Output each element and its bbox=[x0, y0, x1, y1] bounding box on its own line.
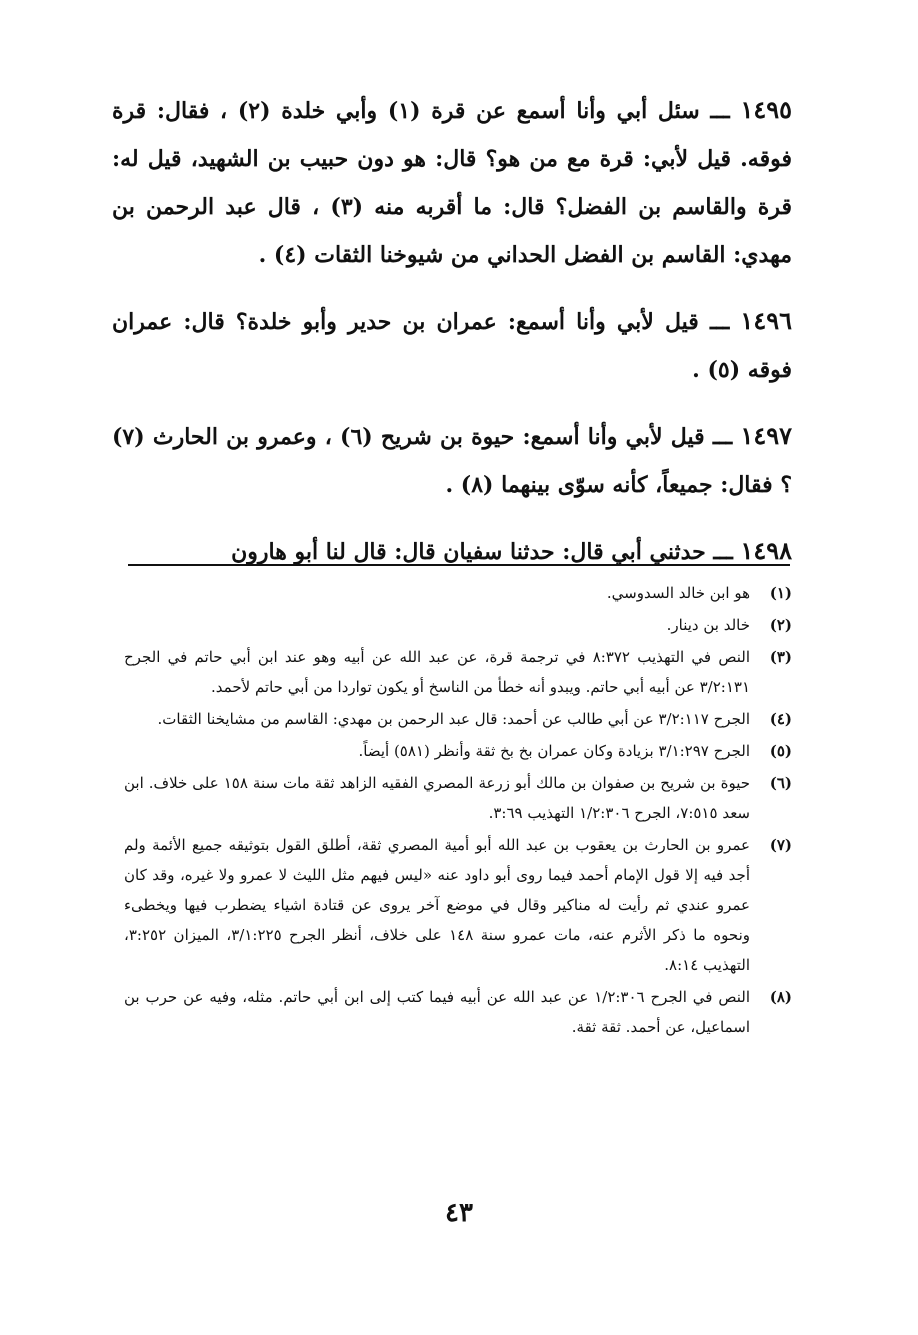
footnote-text: عمرو بن الحارث بن يعقوب بن عبد الله أبو أمية المصري ثقة، أطلق القول بتوثيقه جميع الأئمة ولم أجد فيه إلا قول الإمام أحمد فيما روى أبو داود عنه «ليس فيهم مثل الليث لا عمرو ولا غيره، وقد كان عمرو عندي ثم رأيت له مناكير وقال في موضع آخر يروى عن قتادة اشياء يضطرب فيها ويخطىء ونحوه ما ذكر الأثرم عنه، مات عمرو سنة ١٤٨ على خلاف، أنظر الجرح ٣/١:٢٢٥، الميزان ٣:٢٥٢، التهذيب ٨:١٤. bbox=[124, 836, 750, 974]
footnote bbox=[124, 768, 792, 828]
paragraph-number: ١٤٩٨ bbox=[740, 536, 792, 565]
footnote-text: النص في الجرح ١/٢:٣٠٦ عن عبد الله عن أبيه فيما كتب إلى ابن أبي حاتم. مثله، وفيه عن حرب بن اسماعيل، عن أحمد. ثقة ثقة. bbox=[124, 988, 751, 1036]
page-number: ٤٣ bbox=[445, 1198, 473, 1228]
paragraph-number: ١٤٩٧ bbox=[740, 421, 793, 450]
footnote-label: (٣) bbox=[769, 648, 792, 666]
paragraph-dash: ـــ bbox=[709, 309, 730, 335]
paragraph-number: ١٤٩٦ bbox=[740, 306, 792, 335]
paragraph-1498 bbox=[112, 527, 792, 576]
footnote-label: (٢) bbox=[769, 616, 792, 634]
paragraph-1496 bbox=[112, 297, 792, 394]
footnote-label: (٥) bbox=[769, 742, 792, 760]
footnote bbox=[124, 610, 792, 640]
paragraph-text: قيل لأبي وأنا أسمع: عمران بن حدير وأبو خلدة؟ قال: عمران فوقه (٥) . bbox=[112, 309, 792, 383]
footnote bbox=[124, 578, 792, 608]
paragraph-text: حدثني أبي قال: حدثنا سفيان قال: قال لنا أبو هارون bbox=[231, 539, 706, 565]
footnote-label: (١) bbox=[769, 584, 792, 602]
paragraph-number: ١٤٩٥ bbox=[740, 95, 793, 124]
footnote-divider bbox=[128, 564, 790, 566]
paragraph-1495 bbox=[112, 86, 792, 279]
paragraph-dash: ـــ bbox=[710, 98, 730, 124]
footnote-text: النص في التهذيب ٨:٣٧٢ في ترجمة قرة، عن عبد الله عن أبيه وهو عند ابن أبي حاتم في الجرح ٣/٢:١٣١ عن أبيه أبي حاتم. ويبدو أنه خطأ من الناسخ أو يكون تواردا من أبي حاتم لأحمد. bbox=[124, 648, 750, 696]
footnote-label: (٧) bbox=[769, 836, 792, 854]
footnote-text: الجرح ٣/١:٢٩٧ بزيادة وكان عمران بخ بخ ثقة وأنظر (٥٨١) أيضاً. bbox=[358, 742, 750, 760]
paragraph-text: قيل لأبي وأنا أسمع: حيوة بن شريح (٦) ، وعمرو بن الحارث (٧) ؟ فقال: جميعاً، كأنه سوّى بينهما (٨) . bbox=[112, 424, 792, 498]
footnote bbox=[124, 642, 792, 702]
footnote bbox=[124, 982, 792, 1042]
footnote-label: (٤) bbox=[769, 710, 792, 728]
paragraph-dash: ـــ bbox=[712, 424, 733, 450]
paragraph-text: سئل أبي وأنا أسمع عن قرة (١) وأبي خلدة (٢) ، فقال: قرة فوقه. قيل لأبي: قرة مع من هو؟ قال: هو دون حبيب بن الشهيد، قيل له: قرة والقاسم بن الفضل؟ قال: ما أقربه منه (٣) ، قال عبد الرحمن بن مهدي: القاسم بن الفضل الحداني من شيوخنا الثقات (٤) . bbox=[112, 98, 792, 268]
footnote bbox=[124, 704, 792, 734]
main-text bbox=[112, 86, 792, 594]
footnote-label: (٨) bbox=[769, 988, 792, 1006]
footnote bbox=[124, 830, 792, 980]
footnote-text: الجرح ٣/٢:١١٧ عن أبي طالب عن أحمد: قال عبد الرحمن بن مهدي: القاسم من مشايخنا الثقات. bbox=[157, 710, 750, 728]
footnote-text: خالد بن دينار. bbox=[666, 616, 750, 634]
footnote bbox=[124, 736, 792, 766]
footnote-label: (٦) bbox=[769, 774, 792, 792]
paragraph-dash: ـــ bbox=[713, 539, 733, 565]
footnote-text: حيوة بن شريح بن صفوان بن مالك أبو زرعة المصري الفقيه الزاهد ثقة مات سنة ١٥٨ على خلاف. ابن سعد ٧:٥١٥، الجرح ١/٢:٣٠٦ التهذيب ٣:٦٩. bbox=[124, 774, 750, 822]
footnotes bbox=[124, 578, 792, 1044]
paragraph-1497 bbox=[112, 412, 792, 509]
footnote-text: هو ابن خالد السدوسي. bbox=[606, 584, 750, 602]
